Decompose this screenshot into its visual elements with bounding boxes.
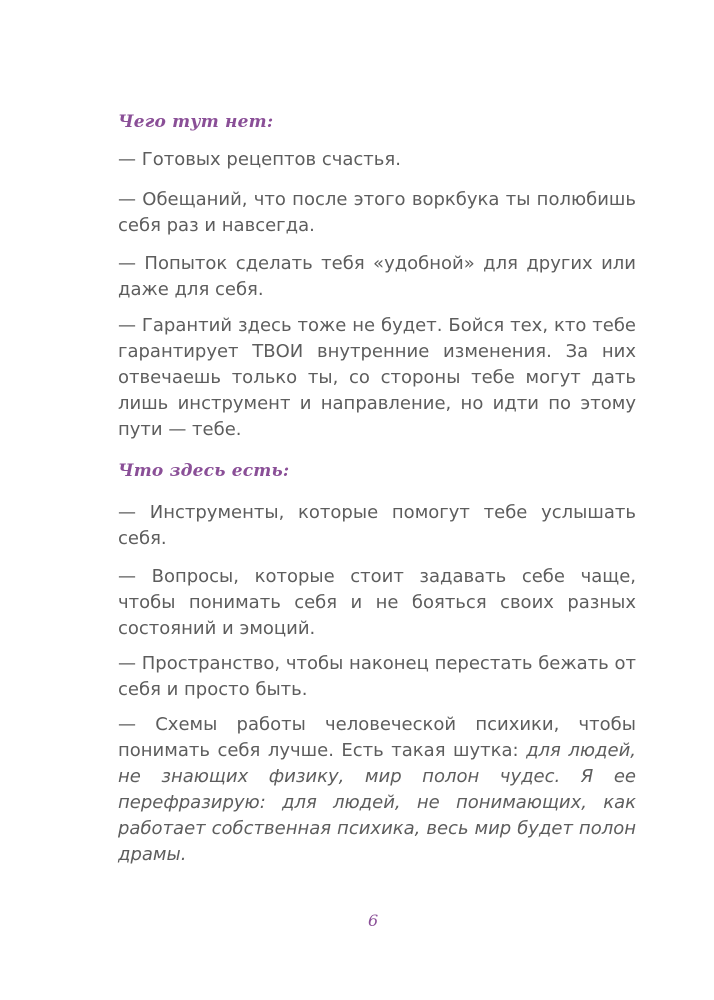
- list-item-italic-text: для людей, не знающих физику, мир полон чудес. Я ее перефразирую: для людей, не понимающих, как работает собственная психика, весь мир будет полон драмы.: [118, 740, 636, 865]
- list-item: — Готовых рецептов счастья.: [118, 149, 401, 170]
- list-item: — Обещаний, что после этого воркбука ты полюбишь себя раз и навсегда.: [118, 189, 636, 236]
- list-item: — Пространство, чтобы наконец перестать бежать от себя и просто быть.: [118, 653, 636, 700]
- section-heading-included: Что здесь есть:: [118, 461, 290, 481]
- list-item: — Вопросы, которые стоит задавать себе чаще, чтобы понимать себя и не бояться своих разных состояний и эмоций.: [118, 566, 636, 639]
- list-item: — Попыток сделать тебя «удобной» для других или даже для себя.: [118, 253, 636, 300]
- section-heading-not-included: Чего тут нет:: [118, 112, 274, 132]
- page-number: 6: [368, 911, 379, 930]
- list-item: — Инструменты, которые помогут тебе услышать себя.: [118, 502, 636, 549]
- list-item: [118, 712, 636, 868]
- page: [118, 0, 636, 1000]
- list-item: — Гарантий здесь тоже не будет. Бойся тех, кто тебе гарантирует ТВОИ внутренние изменения. За них отвечаешь только ты, со стороны тебе могут дать лишь инструмент и направление, но идти по этому пути — тебе.: [118, 315, 636, 440]
- list-item-text: — Схемы работы человеческой психики, чтобы понимать себя лучше. Есть такая шутка:: [118, 714, 636, 761]
